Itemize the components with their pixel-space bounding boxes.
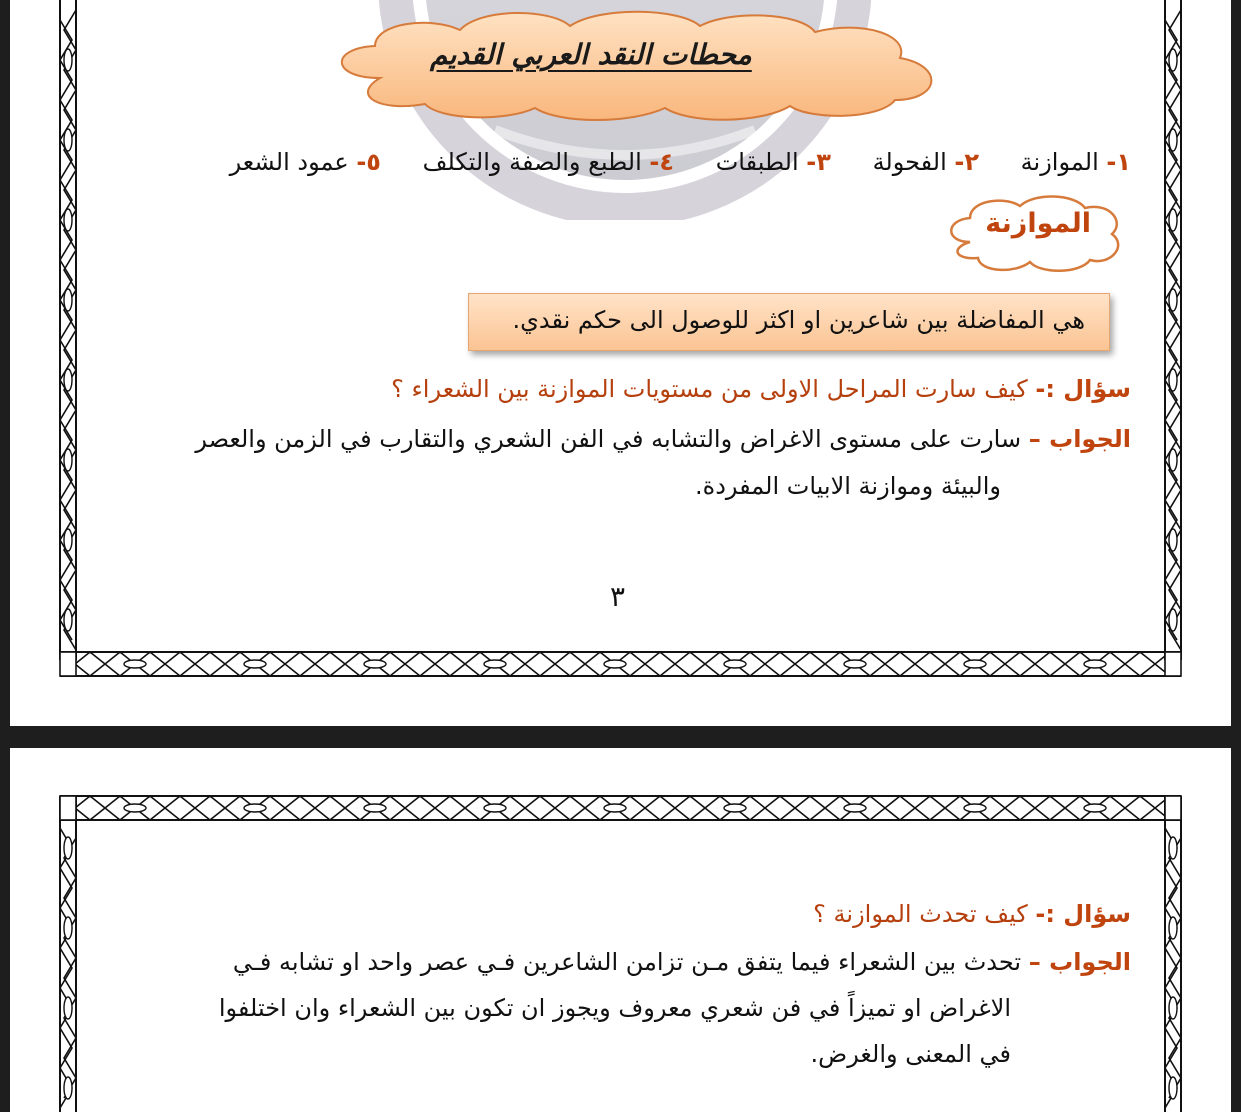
answer-label: الجواب –: [1028, 425, 1131, 453]
answer-text-line-1: سارت على مستوى الاغراض والتشابه في الفن الشعري والتقارب في الزمن والعصر: [195, 425, 1022, 453]
topic-label: الطبقات: [715, 148, 799, 176]
topic-number: ٥-: [356, 148, 381, 176]
question-label: سؤال :-: [1035, 900, 1131, 928]
topic-number: ٤-: [649, 148, 675, 176]
topic-item: [716, 148, 831, 176]
definition-text: هي المفاضلة بين شاعرين او اكثر للوصول الى حكم نقدي.: [512, 306, 1085, 334]
topic-number: ٣-: [806, 148, 831, 176]
answer-label: الجواب –: [1028, 948, 1131, 976]
answer-text-line-2: والبيئة وموازنة الابيات المفردة.: [694, 472, 1001, 500]
topic-label: الموازنة: [1020, 148, 1099, 176]
topic-label: الفحولة: [872, 148, 947, 176]
answer-text-line-3: في المعنى والغرض.: [810, 1040, 1011, 1068]
topic-number: ١-: [1106, 148, 1131, 176]
topic-label: الطبع والصفة والتكلف: [422, 148, 642, 176]
question-label: سؤال :-: [1035, 375, 1131, 403]
document-title: محطات النقد العربي القديم: [430, 38, 752, 71]
answer-block: [233, 948, 1131, 976]
topic-item: [423, 148, 674, 176]
definition-box: [468, 293, 1110, 351]
document-page-2: [10, 748, 1231, 1112]
topics-list: [150, 148, 1131, 176]
section-title: الموازنة: [985, 208, 1091, 239]
topic-item: [230, 148, 381, 176]
question-block: [391, 375, 1131, 403]
topic-number: ٢-: [954, 148, 980, 176]
page-number: ٣: [610, 580, 626, 613]
question-text: كيف سارت المراحل الاولى من مستويات الموازنة بين الشعراء ؟: [391, 375, 1028, 403]
question-block: [813, 900, 1131, 928]
answer-text-line-2: الاغراض او تميزاً في فن شعري معروف ويجوز ان تكون بين الشعراء وان اختلفوا: [218, 994, 1011, 1022]
question-text: كيف تحدث الموازنة ؟: [813, 900, 1028, 928]
topic-item: [873, 148, 979, 176]
answer-text-line-1: تحدث بين الشعراء فيما يتفق مـن تزامن الشاعرين فـي عصر واحد او تشابه فـي: [232, 948, 1022, 976]
page-border: [10, 748, 1231, 1112]
topic-label: عمود الشعر: [229, 148, 349, 176]
topic-item: [1021, 148, 1131, 176]
answer-block: [195, 425, 1131, 453]
document-page-1: [10, 0, 1231, 726]
